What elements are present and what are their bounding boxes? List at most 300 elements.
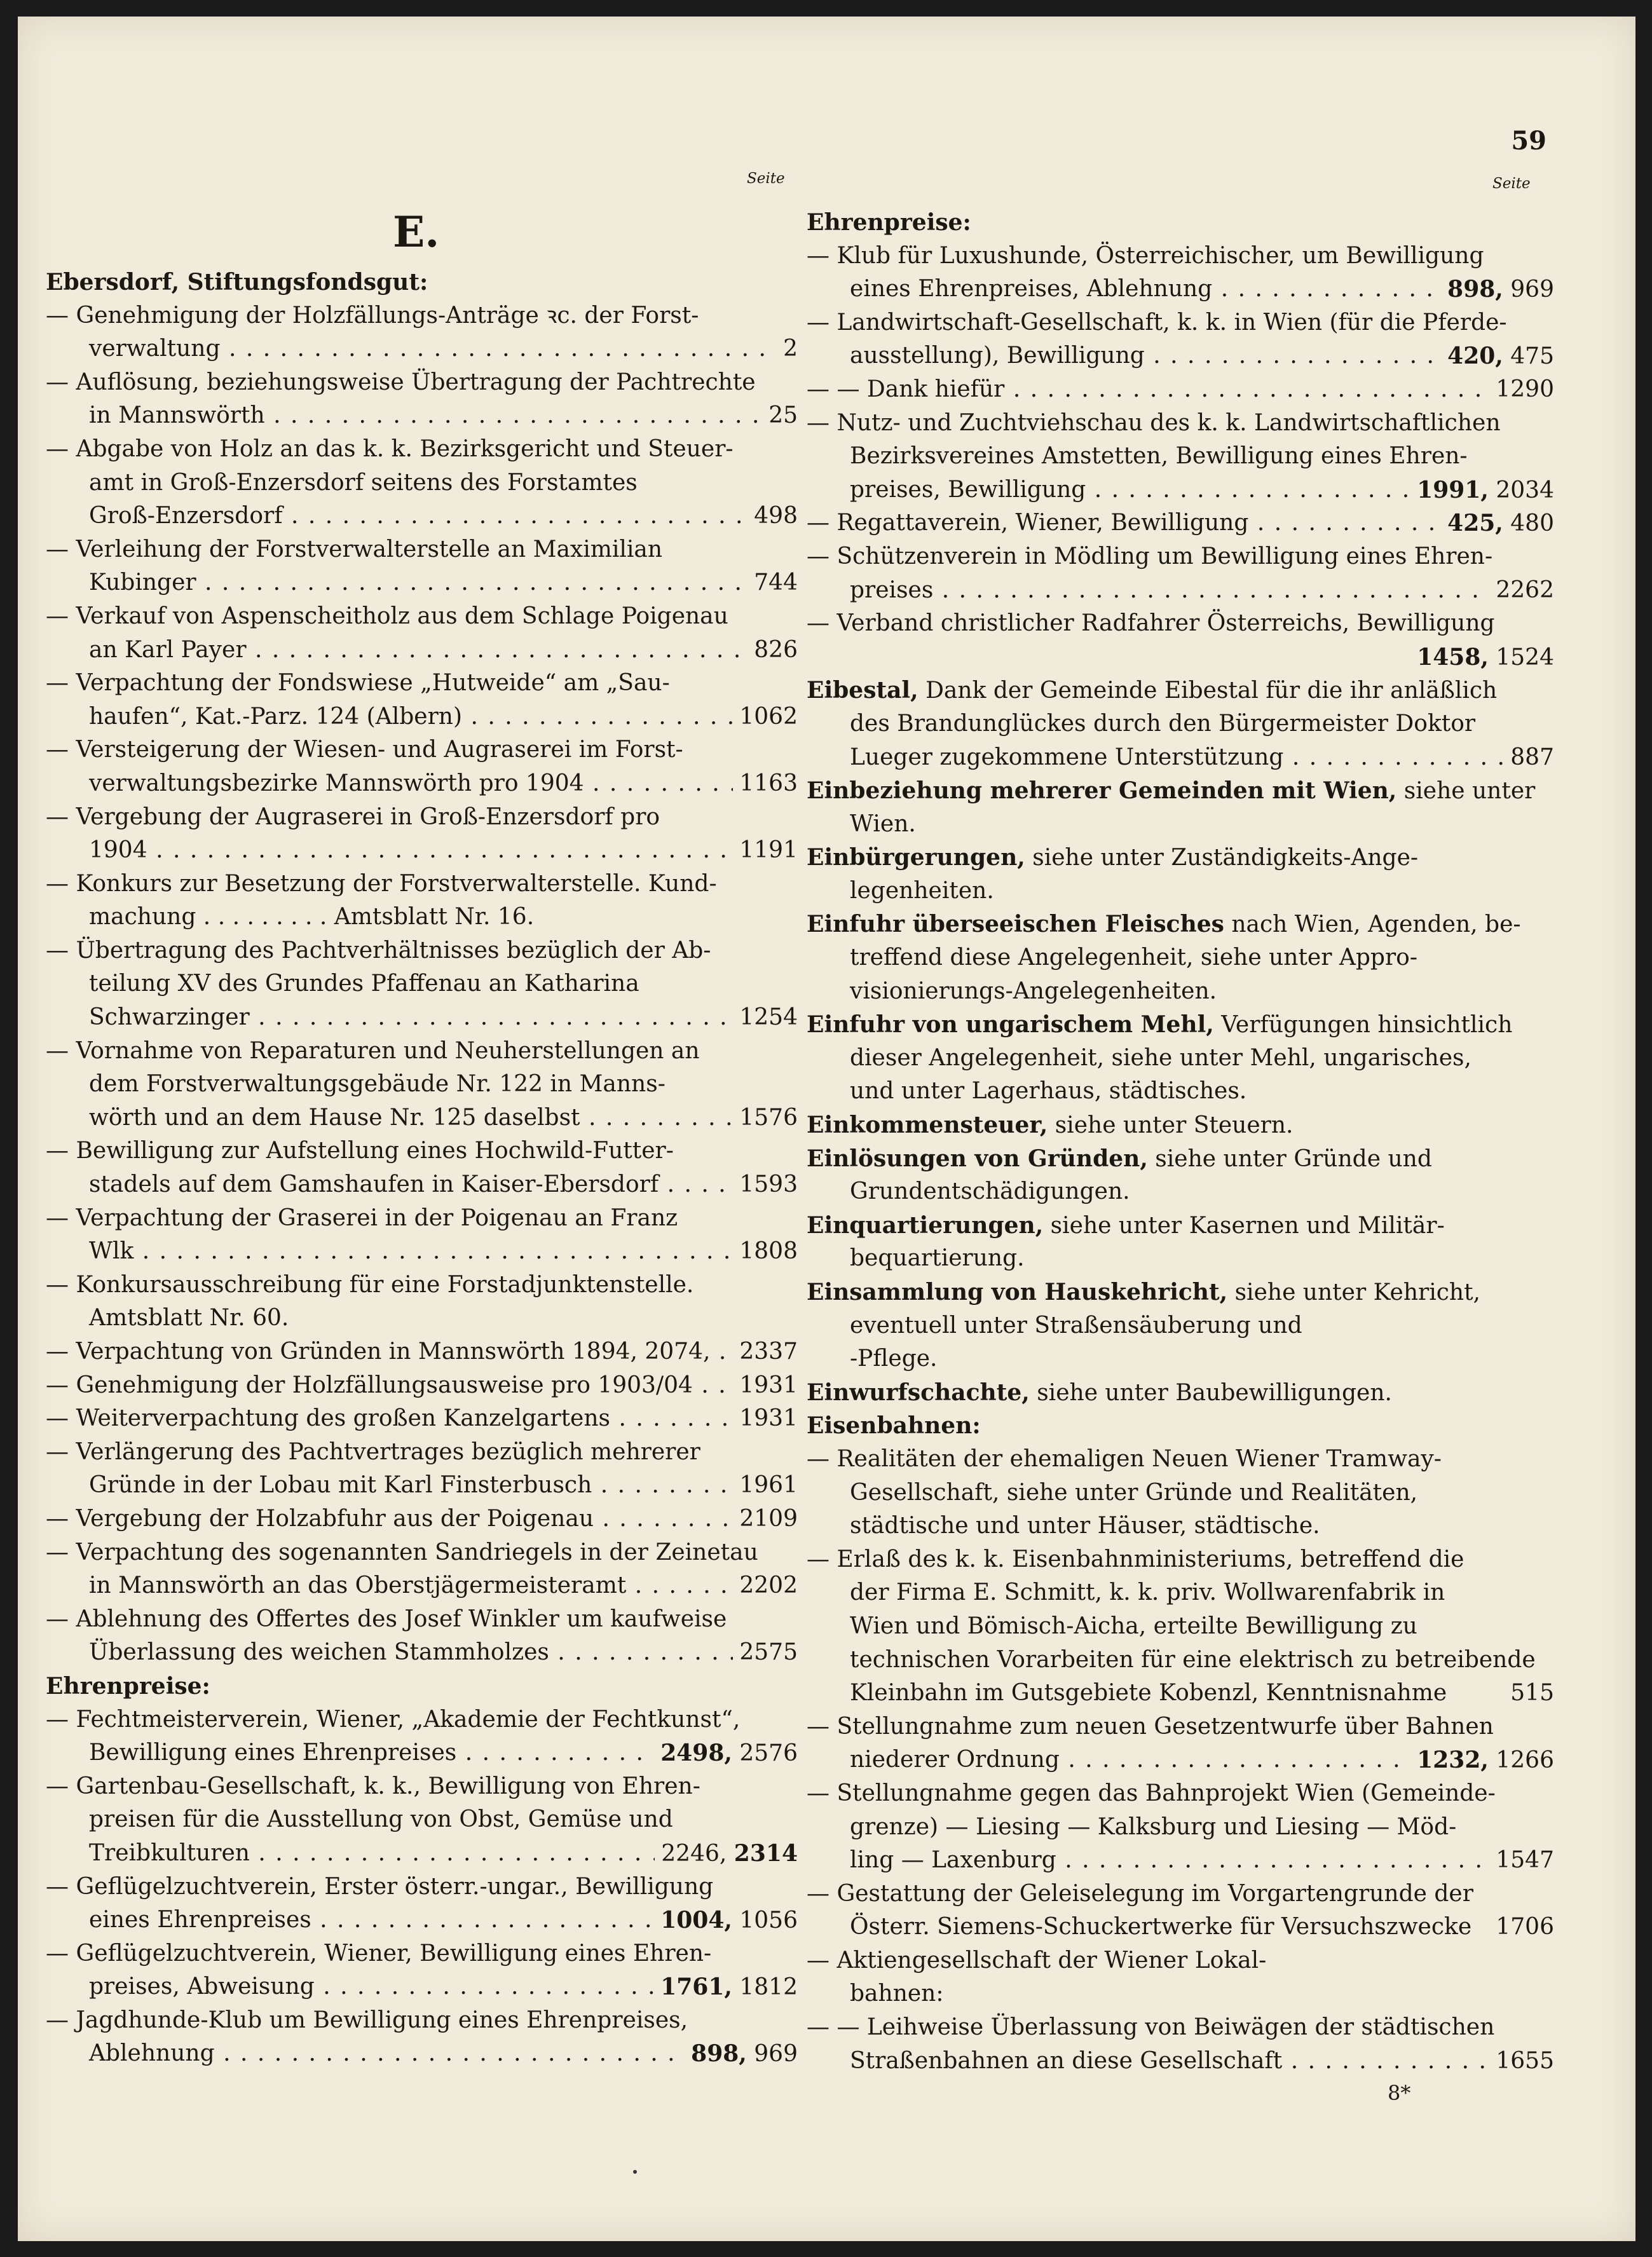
entry-text: Kubinger . . . <box>89 569 798 596</box>
entry-text: — Genehmigung der Holzfällungsausweise pro 1903/04 . . . <box>46 1372 798 1398</box>
index-entry <box>807 1878 1554 1944</box>
entry-line <box>46 600 798 634</box>
entry-text: Kleinbahn im Gutsgebiete Kobenzl, Kenntnisnahme <box>850 1680 1447 1707</box>
page-reference: 420, 475 <box>1441 339 1554 373</box>
entry-line <box>46 467 798 500</box>
entry-line <box>807 1075 1554 1108</box>
entry-line <box>807 407 1554 440</box>
entry-line <box>807 1142 1554 1176</box>
entry-keyword: Einfuhr von ungarischem Mehl, <box>807 1011 1214 1039</box>
entry-keyword: Einfuhr überseeischen Fleisches <box>807 911 1224 938</box>
index-entry <box>807 908 1554 1008</box>
index-entry <box>46 733 798 800</box>
index-entry <box>46 868 798 934</box>
entry-line <box>807 273 1554 306</box>
entry-text: städtische und unter Häuser, städtische. <box>850 1513 1320 1539</box>
entry-text: Eibestal, Dank der Gemeinde Eibestal für die ihr anläßlich <box>807 677 1498 704</box>
entry-text: — Verpachtung der Graserei in der Poigenau an Franz <box>46 1204 678 1231</box>
entry-line <box>807 1276 1554 1309</box>
entry-line <box>46 1503 798 1536</box>
entry-text: Gründe in der Lobau mit Karl Finsterbusch . . . <box>89 1472 798 1498</box>
entry-text: Lueger zugekommene Unterstützung . . . <box>850 744 1554 770</box>
entry-line <box>46 1636 798 1670</box>
entry-line <box>46 1269 798 1302</box>
entry-text: — Ablehnung des Offertes des Josef Winkler um kaufweise <box>46 1606 727 1632</box>
entry-keyword: Einbürgerungen, <box>807 844 1025 871</box>
index-entry <box>46 1335 798 1369</box>
entry-text: — Gestattung der Geleiselegung im Vorgartengrunde der <box>807 1880 1473 1907</box>
index-entry <box>807 540 1554 607</box>
entry-line <box>807 1777 1554 1811</box>
entry-text: in Mannswörth . . . <box>89 402 798 428</box>
entry-text: preisen für die Ausstellung von Obst, Gemüse und <box>89 1806 673 1833</box>
index-entry <box>807 607 1554 674</box>
index-entry <box>807 306 1554 373</box>
entry-text: — Verpachtung von Gründen in Mannswörth 1894, 2074, . . . <box>46 1339 798 1365</box>
entry-text: des Brandunglückes durch den Bürgermeister Doktor <box>850 710 1476 737</box>
entry-keyword: Einlösungen von Gründen, <box>807 1145 1148 1172</box>
entry-line <box>807 1610 1554 1644</box>
entry-text: Eisenbahnen: <box>807 1412 981 1440</box>
entry-text: dem Forstverwaltungsgebäude Nr. 122 in Manns- <box>89 1071 666 1098</box>
entry-line <box>807 1811 1554 1844</box>
entry-line <box>46 533 798 567</box>
entry-text: -Pflege. <box>850 1346 938 1372</box>
entry-line <box>807 1175 1554 1209</box>
index-entry <box>807 1142 1554 1209</box>
entry-line <box>46 1135 798 1168</box>
entry-text: — Konkursausschreibung für eine Forstadjunktenstelle. <box>46 1271 694 1298</box>
index-entry <box>46 1436 798 1503</box>
entry-text: Treibkulturen . . . <box>89 1840 798 1866</box>
entry-line <box>46 433 798 467</box>
index-entry <box>807 1944 1554 2011</box>
entry-line <box>807 1008 1554 1042</box>
entry-line <box>807 1878 1554 1911</box>
entry-line <box>807 574 1554 608</box>
page-reference: 1706 <box>1489 1911 1554 1944</box>
entry-line <box>46 667 798 700</box>
entry-line <box>807 707 1554 741</box>
entry-line <box>46 767 798 801</box>
entry-line <box>807 1042 1554 1075</box>
entry-line <box>46 1369 798 1403</box>
index-entry <box>46 667 798 733</box>
page-reference: 2498, 2576 <box>654 1736 798 1770</box>
index-entry <box>46 1202 798 1269</box>
entry-text: — Verpachtung der Fondswiese „Hutweide“ am „Sau- <box>46 670 670 697</box>
entry-text: grenze) — Liesing — Kalksburg und Liesing — Möd- <box>850 1813 1457 1840</box>
entry-line <box>807 1510 1554 1543</box>
entry-text: an Karl Payer . . . <box>89 637 798 663</box>
index-entry <box>46 801 798 868</box>
index-entry <box>807 674 1554 774</box>
index-entry <box>807 841 1554 908</box>
entry-text: — Klub für Luxushunde, Österreichischer, um Bewilligung <box>807 242 1484 269</box>
page-reference: 2575 <box>733 1636 798 1670</box>
entry-text: Einwurfschachte, siehe unter Baubewilligungen. <box>807 1379 1392 1406</box>
entry-keyword: Einquartierungen, <box>807 1211 1044 1239</box>
index-entry <box>46 1503 798 1536</box>
entry-line <box>807 1409 1554 1443</box>
entry-line <box>46 1402 798 1436</box>
entry-keyword: Einbeziehung mehrerer Gemeinden mit Wien, <box>807 777 1397 805</box>
entry-text: — Landwirtschaft-Gesellschaft, k. k. in Wien (für die Pferde- <box>807 309 1507 336</box>
entry-line <box>807 507 1554 540</box>
entry-line <box>46 1168 798 1202</box>
entry-text: bequartierung. <box>850 1245 1025 1272</box>
entry-text: in Mannswörth an das Oberstjägermeisteramt . . . <box>89 1572 798 1599</box>
entry-line <box>46 1469 798 1503</box>
seite-label-left: Seite <box>747 170 785 187</box>
entry-line <box>807 2045 1554 2078</box>
index-entry <box>46 1402 798 1436</box>
entry-text: eventuell unter Straßensäuberung und <box>850 1312 1302 1339</box>
entry-text: Groß-Enzersdorf . . . <box>89 503 798 529</box>
index-entry <box>807 1409 1554 1443</box>
entry-line <box>46 700 798 734</box>
entry-line <box>807 1644 1554 1677</box>
entry-text: Einkommensteuer, siehe unter Steuern. <box>807 1112 1294 1139</box>
index-entry <box>807 1108 1554 1142</box>
entry-text: stadels auf dem Gamshaufen in Kaiser-Ebersdorf . . . <box>89 1171 798 1197</box>
index-entry <box>46 1536 798 1603</box>
entry-line <box>46 1202 798 1236</box>
page-reference: 1931 <box>733 1402 798 1436</box>
entry-line <box>807 1844 1554 1878</box>
entry-text: — Gartenbau-Gesellschaft, k. k., Bewilligung von Ehren- <box>46 1773 700 1799</box>
index-entry <box>807 507 1554 540</box>
index-entry <box>46 1035 798 1135</box>
page-reference: 898, 969 <box>685 2037 798 2071</box>
entry-line <box>807 373 1554 407</box>
entry-line <box>46 1335 798 1369</box>
entry-text: visionierungs-Angelegenheiten. <box>850 978 1217 1004</box>
page-reference: 1232, 1266 <box>1410 1743 1554 1777</box>
page-number: 59 <box>1511 126 1546 156</box>
seite-label-right: Seite <box>1492 175 1531 192</box>
index-entry <box>807 1209 1554 1276</box>
entry-text: — Vergebung der Holzabfuhr aus der Poigenau . . . <box>46 1506 798 1532</box>
entry-text: der Firma E. Schmitt, k. k. priv. Wollwarenfabrik in <box>850 1579 1445 1606</box>
entry-text: Ebersdorf, Stiftungsfondsgut: <box>46 269 428 296</box>
entry-text: — Verband christlicher Radfahrer Österreichs, Bewilligung <box>807 610 1495 637</box>
index-entry <box>807 1376 1554 1410</box>
entry-line <box>807 474 1554 507</box>
entry-line <box>46 332 798 366</box>
entry-line <box>46 1803 798 1837</box>
entry-line <box>46 2037 798 2071</box>
index-entry <box>46 1269 798 1335</box>
entry-line <box>46 399 798 433</box>
entry-text: — Erlaß des k. k. Eisenbahnministeriums, betreffend die <box>807 1546 1464 1572</box>
index-entry <box>46 266 798 299</box>
entry-line <box>807 1977 1554 2011</box>
entry-line <box>46 299 798 333</box>
entry-text: — Regattaverein, Wiener, Bewilligung . . . <box>807 510 1554 536</box>
index-entry <box>46 1937 798 2004</box>
page-reference: 2262 <box>1489 574 1554 608</box>
page-reference: 498 <box>747 500 798 533</box>
entry-text: ausstellung), Bewilligung . . . <box>850 343 1554 369</box>
entry-text: — Aktiengesellschaft der Wiener Lokal- <box>807 1947 1267 1974</box>
index-entry <box>807 1008 1554 1108</box>
page-reference: 1961 <box>733 1469 798 1503</box>
entry-text: verwaltung . . . <box>89 336 798 362</box>
page-reference: 1576 <box>733 1101 798 1135</box>
entry-text: ling — Laxenburg . . . <box>850 1847 1554 1873</box>
entry-keyword: Einwurfschachte, <box>807 1379 1030 1406</box>
index-entry <box>46 1369 798 1403</box>
index-entry <box>807 1777 1554 1878</box>
index-entry <box>807 206 1554 240</box>
page-reference: 744 <box>747 566 798 600</box>
entry-text: eines Ehrenpreises . . . <box>89 1907 798 1933</box>
page-reference: 25 <box>762 399 798 433</box>
entry-line <box>46 1068 798 1101</box>
entry-text: Überlassung des weichen Stammholzes . . . <box>89 1639 798 1665</box>
entry-text: Grundentschädigungen. <box>850 1178 1130 1205</box>
entry-line <box>807 1543 1554 1577</box>
entry-text: — Übertragung des Pachtverhältnisses bezüglich der Ab- <box>46 937 711 964</box>
entry-line <box>807 975 1554 1009</box>
entry-text: und unter Lagerhaus, städtisches. <box>850 1078 1247 1105</box>
entry-line <box>46 934 798 968</box>
index-entry <box>807 373 1554 407</box>
entry-line <box>46 500 798 533</box>
index-entry <box>46 934 798 1035</box>
entry-line <box>46 1904 798 1937</box>
index-entry <box>807 240 1554 306</box>
entry-text: Straßenbahnen an diese Gesellschaft . . . <box>850 2048 1554 2074</box>
index-entry <box>46 1135 798 1201</box>
entry-line <box>46 967 798 1001</box>
entry-text: — Stellungnahme zum neuen Gesetzentwurfe über Bahnen <box>807 1713 1494 1740</box>
entry-text: — Bewilligung zur Aufstellung eines Hochwild-Futter- <box>46 1138 674 1164</box>
page-reference: 2202 <box>733 1569 798 1603</box>
entry-text: eines Ehrenpreises, Ablehnung . . . <box>850 276 1554 302</box>
entry-line <box>46 1603 798 1637</box>
index-entry <box>807 2011 1554 2078</box>
entry-text: — Verleihung der Forstverwalterstelle an Maximilian <box>46 536 663 563</box>
page-reference: 1991, 2034 <box>1410 474 1554 507</box>
entry-line <box>807 1309 1554 1343</box>
entry-text: — Geflügelzuchtverein, Erster österr.-ungar., Bewilligung <box>46 1873 714 1900</box>
page-reference: 1761, 1812 <box>654 1970 798 2004</box>
page-reference: 1547 <box>1489 1844 1554 1878</box>
index-entry <box>807 407 1554 507</box>
entry-line <box>807 1443 1554 1476</box>
right-column <box>807 206 1554 2078</box>
page-reference: 1254 <box>733 1001 798 1035</box>
entry-line <box>46 1101 798 1135</box>
entry-text: niederer Ordnung . . . <box>850 1747 1554 1773</box>
entry-text: — Genehmigung der Holzfällungs-Anträge ꝛc. der Forst- <box>46 302 699 329</box>
entry-line <box>807 774 1554 808</box>
entry-line <box>807 741 1554 775</box>
entry-text: — Realitäten der ehemaligen Neuen Wiener Tramway- <box>807 1445 1442 1472</box>
entry-text: Einquartierungen, siehe unter Kasernen und Militär- <box>807 1211 1445 1239</box>
entry-line <box>807 1342 1554 1376</box>
entry-text: — Verlängerung des Pachtvertrages bezüglich mehrerer <box>46 1438 700 1465</box>
entry-text: Einfuhr überseeischen Fleisches nach Wien, Agenden, be- <box>807 911 1521 938</box>
entry-line <box>46 1001 798 1035</box>
entry-text: Wien und Bömisch-Aicha, erteilte Bewilligung zu <box>850 1613 1417 1639</box>
page-reference: 1593 <box>733 1168 798 1202</box>
entry-text: — Schützenverein in Mödling um Bewilligung eines Ehren- <box>807 543 1493 569</box>
section-letter: E. <box>393 207 440 257</box>
page-reference: 826 <box>747 634 798 667</box>
entry-line <box>807 607 1554 641</box>
entry-text: — Geflügelzuchtverein, Wiener, Bewilligung eines Ehren- <box>46 1940 712 1967</box>
entry-text: machung . . . . . . . . . Amtsblatt Nr. 16. <box>89 904 535 931</box>
entry-line <box>807 2011 1554 2045</box>
entry-line <box>46 266 798 299</box>
page-reference: 898, 969 <box>1441 273 1554 306</box>
index-entry <box>46 299 798 366</box>
entry-text: Bewilligung eines Ehrenpreises . . . <box>89 1740 798 1766</box>
entry-text: amt in Groß-Enzersdorf seitens des Forstamtes <box>89 469 638 496</box>
entry-line <box>807 808 1554 842</box>
entry-text: treffend diese Angelegenheit, siehe unter Appro- <box>850 944 1418 971</box>
entry-text: — — Dank hiefür . . . <box>807 376 1554 402</box>
entry-text: — Konkurs zur Besetzung der Forstverwalterstelle. Kund- <box>46 870 717 897</box>
page-reference: 1808 <box>733 1235 798 1269</box>
entry-line <box>807 540 1554 574</box>
entry-line <box>46 1670 798 1703</box>
index-entry <box>46 600 798 667</box>
entry-line <box>46 1536 798 1570</box>
entry-line <box>46 1569 798 1603</box>
index-entry <box>46 533 798 600</box>
entry-text: — Abgabe von Holz an das k. k. Bezirksgericht und Steuer- <box>46 435 734 462</box>
entry-text: — — Leihweise Überlassung von Beiwägen der städtischen <box>807 2014 1495 2041</box>
entry-text: — Jagdhunde-Klub um Bewilligung eines Ehrenpreises, <box>46 2007 688 2033</box>
left-column <box>46 266 798 2071</box>
entry-line <box>46 1837 798 1871</box>
entry-line <box>807 1576 1554 1610</box>
page-reference: 2246, 2314 <box>655 1837 798 1871</box>
entry-text: Bezirksvereines Amstetten, Bewilligung eines Ehren- <box>850 443 1468 470</box>
entry-line <box>807 1677 1554 1710</box>
page-reference: 1163 <box>733 767 798 801</box>
entry-line <box>807 875 1554 908</box>
page-reference: 1290 <box>1489 373 1554 407</box>
index-entry <box>807 1543 1554 1710</box>
entry-text: preises, Bewilligung . . . <box>850 477 1554 503</box>
page-reference: 887 <box>1504 741 1554 775</box>
entry-text: Einbürgerungen, siehe unter Zuständigkeits-Ange- <box>807 844 1419 871</box>
entry-text: preises, Abweisung . . . <box>89 1974 798 2000</box>
entry-text: Einlösungen von Gründen, siehe unter Gründe und <box>807 1145 1432 1172</box>
entry-text: — Stellungnahme gegen das Bahnprojekt Wien (Gemeinde- <box>807 1780 1496 1806</box>
index-entry <box>46 1670 798 1703</box>
entry-line <box>807 1376 1554 1410</box>
entry-line <box>807 1108 1554 1142</box>
entry-text: dieser Angelegenheit, siehe unter Mehl, ungarisches, <box>850 1044 1471 1071</box>
index-entry <box>46 1770 798 1871</box>
entry-line <box>46 1871 798 1904</box>
entry-text: — Nutz- und Zuchtviehschau des k. k. Landwirtschaftlichen <box>807 409 1501 436</box>
entry-text: — Versteigerung der Wiesen- und Augraserei im Forst- <box>46 737 683 763</box>
page-reference: 2 <box>777 332 798 366</box>
entry-line <box>46 634 798 667</box>
entry-line <box>46 1235 798 1269</box>
entry-text: Einfuhr von ungarischem Mehl, Verfügungen hinsichtlich <box>807 1011 1513 1039</box>
entry-line <box>807 306 1554 340</box>
entry-text: Einsammlung von Hauskehricht, siehe unter Kehricht, <box>807 1279 1481 1306</box>
entry-line <box>46 1770 798 1804</box>
entry-line <box>807 674 1554 707</box>
entry-line <box>807 941 1554 975</box>
entry-text: Schwarzinger . . . <box>89 1004 798 1030</box>
entry-text: Amtsblatt Nr. 60. <box>89 1305 289 1332</box>
entry-line <box>807 1476 1554 1510</box>
entry-text: Einbeziehung mehrerer Gemeinden mit Wien, siehe unter <box>807 777 1536 805</box>
entry-line <box>46 566 798 600</box>
entry-keyword: Einkommensteuer, <box>807 1112 1048 1139</box>
entry-text: — Weiterverpachtung des großen Kanzelgartens . . . <box>46 1405 798 1431</box>
entry-line <box>46 1970 798 2004</box>
entry-line <box>807 908 1554 941</box>
entry-text: Gesellschaft, siehe unter Gründe und Realitäten, <box>850 1479 1418 1506</box>
entry-text: Ablehnung . . . <box>89 2040 798 2066</box>
page-reference: 2109 <box>733 1503 798 1536</box>
entry-text: — Verkauf von Aspenscheitholz aus dem Schlage Poigenau <box>46 603 728 629</box>
entry-text: Ehrenpreise: <box>807 209 971 236</box>
entry-text: — Auflösung, beziehungsweise Übertragung der Pachtrechte <box>46 369 756 395</box>
entry-text: 1904 . . . <box>89 837 798 863</box>
entry-line <box>46 1937 798 1971</box>
entry-line <box>46 2004 798 2038</box>
index-entry <box>46 1603 798 1670</box>
index-entry <box>46 1871 798 1937</box>
entry-line <box>807 1710 1554 1744</box>
entry-line <box>807 841 1554 875</box>
page-reference: 1191 <box>733 834 798 868</box>
signature-mark: 8* <box>1388 2081 1411 2105</box>
entry-line <box>807 339 1554 373</box>
entry-text: wörth und an dem Hause Nr. 125 daselbst . . . <box>89 1105 798 1131</box>
page-reference: 2337 <box>733 1335 798 1369</box>
entry-line <box>46 868 798 901</box>
entry-text: bahnen: <box>850 1981 944 2007</box>
entry-line <box>46 834 798 868</box>
entry-text: Ehrenpreise: <box>46 1672 210 1700</box>
page-reference: 1931 <box>733 1369 798 1403</box>
entry-text: technischen Vorarbeiten für eine elektrisch zu betreibende <box>850 1646 1536 1673</box>
index-entry <box>807 1710 1554 1777</box>
entry-text: Österr. Siemens-Schuckertwerke für Versuchszwecke <box>850 1914 1472 1940</box>
entry-text: legenheiten. <box>850 877 994 904</box>
index-entry <box>46 433 798 533</box>
entry-text: — Vornahme von Reparaturen und Neuherstellungen an <box>46 1037 700 1064</box>
entry-line <box>46 1436 798 1469</box>
ink-dot <box>633 2170 637 2174</box>
entry-line <box>46 1302 798 1335</box>
entry-text: — Fechtmeisterverein, Wiener, „Akademie der Fechtkunst“, <box>46 1706 741 1733</box>
entry-keyword: Eibestal, <box>807 677 918 704</box>
index-page <box>18 17 1635 2241</box>
entry-line <box>807 1743 1554 1777</box>
entry-line <box>46 366 798 400</box>
entry-line <box>807 1944 1554 1978</box>
entry-keyword: Einsammlung von Hauskehricht, <box>807 1279 1228 1306</box>
entry-text: Wlk . . . <box>89 1238 798 1264</box>
entry-line <box>807 206 1554 240</box>
entry-text: — Verpachtung des sogenannten Sandriegels in der Zeinetau <box>46 1539 758 1565</box>
index-entry <box>807 1443 1554 1543</box>
